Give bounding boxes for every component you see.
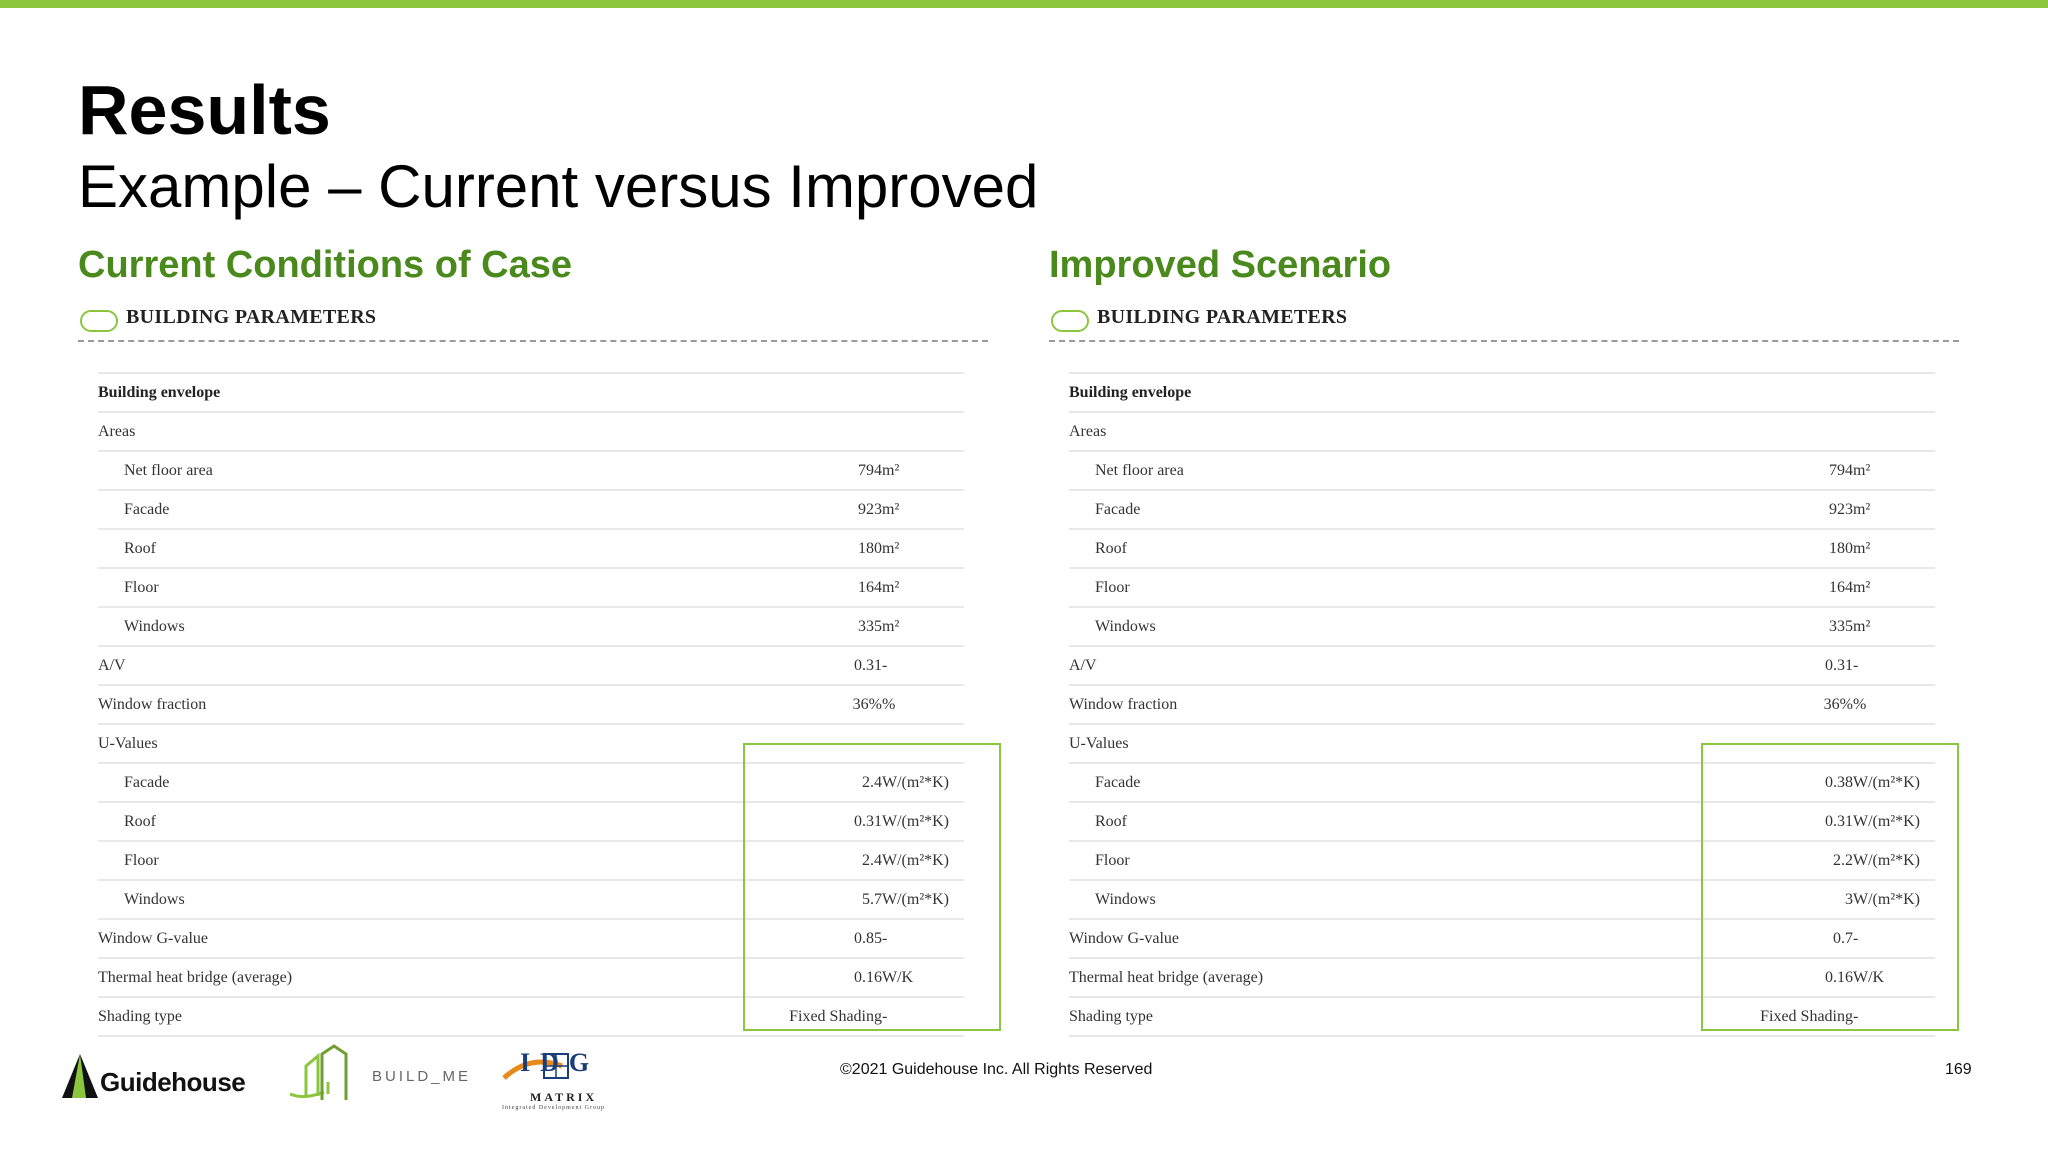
parameter-value: 180 bbox=[1633, 529, 1853, 568]
parameter-label: Shading type bbox=[98, 997, 662, 1036]
table-row bbox=[98, 685, 964, 724]
parameter-label: Roof bbox=[1069, 802, 1633, 841]
parameter-unit: W/(m²*K) bbox=[1853, 763, 1935, 802]
parameter-unit: - bbox=[1853, 997, 1935, 1036]
parameter-label: Facade bbox=[1069, 490, 1633, 529]
parameter-label: Floor bbox=[98, 841, 662, 880]
parameter-value: 335 bbox=[662, 607, 882, 646]
parameter-label: Floor bbox=[1069, 568, 1633, 607]
parameter-value: 2.4 bbox=[662, 763, 882, 802]
current-uvalues-highlight-box bbox=[743, 743, 1001, 1031]
parameter-label: Roof bbox=[1069, 529, 1633, 568]
table-row bbox=[1069, 373, 1935, 412]
idg-tagline: Integrated Development Group bbox=[502, 1105, 605, 1111]
parameter-value: Fixed Shading bbox=[662, 997, 882, 1036]
parameter-label: Areas bbox=[1069, 412, 1633, 451]
parameter-value: 3 bbox=[1633, 880, 1853, 919]
parameter-label: Facade bbox=[98, 763, 662, 802]
section-pill-icon bbox=[1051, 310, 1089, 332]
parameter-unit: m² bbox=[882, 568, 964, 607]
table-row bbox=[1069, 412, 1935, 451]
parameter-value: 0.31 bbox=[1633, 646, 1853, 685]
improved-scenario-heading: Improved Scenario bbox=[1049, 244, 1392, 286]
panel-header bbox=[1049, 300, 1959, 342]
guidehouse-wordmark: Guidehouse bbox=[100, 1067, 246, 1097]
parameter-value: 794 bbox=[662, 451, 882, 490]
parameter-unit: W/(m²*K) bbox=[1853, 841, 1935, 880]
parameter-value bbox=[662, 373, 882, 412]
parameter-value: 0.31 bbox=[662, 802, 882, 841]
parameter-unit: % bbox=[1853, 685, 1935, 724]
parameter-label: Windows bbox=[1069, 880, 1633, 919]
parameter-unit: - bbox=[1853, 646, 1935, 685]
table-row bbox=[98, 646, 964, 685]
parameter-value: 2.4 bbox=[662, 841, 882, 880]
parameter-value: 0.85 bbox=[662, 919, 882, 958]
parameter-unit: m² bbox=[882, 451, 964, 490]
parameter-unit: m² bbox=[1853, 490, 1935, 529]
parameter-value: 794 bbox=[1633, 451, 1853, 490]
parameter-unit: - bbox=[1853, 919, 1935, 958]
parameter-label: A/V bbox=[1069, 646, 1633, 685]
parameter-label: Shading type bbox=[1069, 997, 1633, 1036]
parameter-value: 0.31 bbox=[1633, 802, 1853, 841]
build-me-logo-icon bbox=[284, 1042, 364, 1112]
parameter-unit bbox=[882, 412, 964, 451]
parameter-unit: - bbox=[882, 997, 964, 1036]
table-row bbox=[98, 373, 964, 412]
improved-uvalues-highlight-box bbox=[1701, 743, 1959, 1031]
parameter-value: 36% bbox=[662, 685, 882, 724]
parameter-label: Areas bbox=[98, 412, 662, 451]
table-row bbox=[1069, 490, 1935, 529]
current-building-parameters-panel bbox=[78, 300, 1008, 1040]
parameter-value bbox=[662, 412, 882, 451]
parameter-unit bbox=[1853, 373, 1935, 412]
parameter-label: Window G-value bbox=[98, 919, 662, 958]
parameter-value: 2.2 bbox=[1633, 841, 1853, 880]
idg-matrix-logo bbox=[500, 1048, 620, 1114]
parameter-unit bbox=[1853, 412, 1935, 451]
parameter-unit: m² bbox=[882, 607, 964, 646]
parameter-label: Window fraction bbox=[1069, 685, 1633, 724]
table-row bbox=[98, 451, 964, 490]
parameter-label: Window G-value bbox=[1069, 919, 1633, 958]
parameter-unit: m² bbox=[882, 490, 964, 529]
table-row bbox=[1069, 568, 1935, 607]
parameter-unit: W/(m²*K) bbox=[882, 763, 964, 802]
parameter-unit: m² bbox=[1853, 568, 1935, 607]
parameter-label: Net floor area bbox=[1069, 451, 1633, 490]
parameter-value: 180 bbox=[662, 529, 882, 568]
panel-title: BUILDING PARAMETERS bbox=[1097, 306, 1348, 328]
parameter-value: 5.7 bbox=[662, 880, 882, 919]
guidehouse-logo bbox=[60, 1052, 250, 1102]
page-number: 169 bbox=[1945, 1061, 1972, 1078]
parameter-label: A/V bbox=[98, 646, 662, 685]
parameter-label: Thermal heat bridge (average) bbox=[98, 958, 662, 997]
parameter-value: 923 bbox=[662, 490, 882, 529]
parameter-unit: W/(m²*K) bbox=[1853, 802, 1935, 841]
parameter-value: 0.31 bbox=[662, 646, 882, 685]
improved-building-parameters-panel bbox=[1049, 300, 1979, 1040]
table-row bbox=[98, 412, 964, 451]
parameter-label: Roof bbox=[98, 529, 662, 568]
table-row bbox=[98, 607, 964, 646]
idg-letters: IDG bbox=[520, 1048, 600, 1077]
parameter-value: 164 bbox=[1633, 568, 1853, 607]
guidehouse-logo-icon bbox=[60, 1052, 100, 1100]
parameter-label: Windows bbox=[98, 880, 662, 919]
parameter-value: 164 bbox=[662, 568, 882, 607]
parameter-value bbox=[1633, 412, 1853, 451]
top-accent-bar bbox=[0, 0, 2048, 8]
parameter-label: Facade bbox=[1069, 763, 1633, 802]
parameter-unit: m² bbox=[1853, 451, 1935, 490]
section-pill-icon bbox=[80, 310, 118, 332]
parameter-unit: m² bbox=[1853, 529, 1935, 568]
parameter-unit: % bbox=[882, 685, 964, 724]
parameter-label: U-Values bbox=[98, 724, 662, 763]
parameter-value: 0.7 bbox=[1633, 919, 1853, 958]
parameter-unit: W/K bbox=[1853, 958, 1935, 997]
table-row bbox=[1069, 646, 1935, 685]
parameter-label: Building envelope bbox=[1069, 373, 1633, 412]
parameter-label: Building envelope bbox=[98, 373, 662, 412]
panel-header bbox=[78, 300, 988, 342]
parameter-label: Windows bbox=[98, 607, 662, 646]
parameter-value: 0.16 bbox=[662, 958, 882, 997]
idg-matrix-text: MATRIX bbox=[530, 1090, 598, 1104]
table-row bbox=[1069, 529, 1935, 568]
parameter-unit: W/K bbox=[882, 958, 964, 997]
parameter-value: 335 bbox=[1633, 607, 1853, 646]
parameter-label: Window fraction bbox=[98, 685, 662, 724]
parameter-unit: W/(m²*K) bbox=[882, 841, 964, 880]
table-row bbox=[1069, 607, 1935, 646]
panel-title: BUILDING PARAMETERS bbox=[126, 306, 377, 328]
parameter-unit: m² bbox=[1853, 607, 1935, 646]
table-row bbox=[98, 529, 964, 568]
parameter-value bbox=[1633, 373, 1853, 412]
parameter-unit: - bbox=[882, 646, 964, 685]
parameter-value: 0.16 bbox=[1633, 958, 1853, 997]
parameter-label: Facade bbox=[98, 490, 662, 529]
table-row bbox=[1069, 685, 1935, 724]
parameter-value: 923 bbox=[1633, 490, 1853, 529]
parameter-unit: W/(m²*K) bbox=[882, 880, 964, 919]
parameter-unit: - bbox=[882, 919, 964, 958]
parameter-unit: m² bbox=[882, 529, 964, 568]
copyright-notice: ©2021 Guidehouse Inc. All Rights Reserved bbox=[840, 1061, 1153, 1078]
parameter-label: Windows bbox=[1069, 607, 1633, 646]
parameter-label: Net floor area bbox=[98, 451, 662, 490]
build-me-wordmark: BUILD_ME bbox=[372, 1068, 472, 1085]
parameter-label: Thermal heat bridge (average) bbox=[1069, 958, 1633, 997]
parameter-label: Floor bbox=[1069, 841, 1633, 880]
current-conditions-heading: Current Conditions of Case bbox=[78, 244, 573, 286]
parameter-value: 36% bbox=[1633, 685, 1853, 724]
table-row bbox=[98, 490, 964, 529]
parameter-value: Fixed Shading bbox=[1633, 997, 1853, 1036]
build-me-logo bbox=[284, 1042, 474, 1112]
parameter-label: U-Values bbox=[1069, 724, 1633, 763]
parameter-unit bbox=[882, 373, 964, 412]
parameter-unit: W/(m²*K) bbox=[882, 802, 964, 841]
table-row bbox=[98, 568, 964, 607]
parameter-value: 0.38 bbox=[1633, 763, 1853, 802]
parameter-unit: W/(m²*K) bbox=[1853, 880, 1935, 919]
table-row bbox=[1069, 451, 1935, 490]
parameter-label: Roof bbox=[98, 802, 662, 841]
slide-title: Results bbox=[78, 71, 331, 149]
parameter-label: Floor bbox=[98, 568, 662, 607]
slide-subtitle: Example – Current versus Improved bbox=[78, 153, 1039, 220]
